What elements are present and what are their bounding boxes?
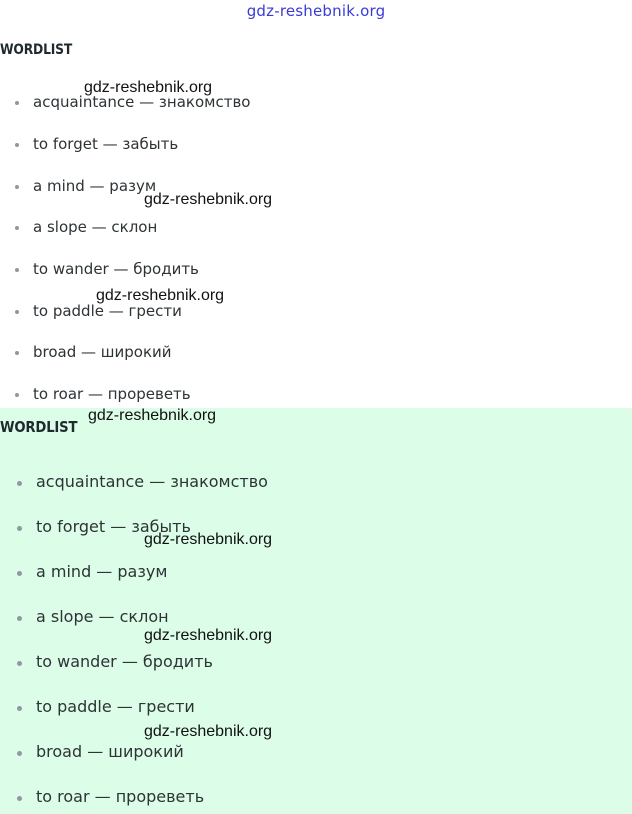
bullet-icon xyxy=(15,393,19,397)
watermark: gdz-reshebnik.org xyxy=(144,723,273,740)
watermark: gdz-reshebnik.org xyxy=(96,287,225,304)
watermark: gdz-reshebnik.org xyxy=(88,407,217,424)
bullet-icon xyxy=(15,185,19,189)
watermark: gdz-reshebnik.org xyxy=(84,79,213,96)
bullet-icon xyxy=(15,268,19,272)
watermark: gdz-reshebnik.org xyxy=(144,531,273,548)
bullet-icon xyxy=(17,481,22,486)
wordlist-section-1: WORDLIST acquaintance — знакомство to forget — забыть a mind — разум a slope — склон to wander — бродить to paddle — грести broad — широкий to roar — прореветь xyxy=(0,42,251,403)
wordlist-heading: WORDLIST xyxy=(0,42,73,58)
bullet-icon xyxy=(17,706,22,711)
bullet-icon xyxy=(15,351,19,355)
bullet-icon xyxy=(15,226,19,230)
bullet-icon xyxy=(17,661,22,666)
top-watermark: gdz-reshebnik.org xyxy=(246,2,386,20)
watermark: gdz-reshebnik.org xyxy=(144,191,273,208)
bullet-icon xyxy=(17,571,22,576)
bullet-icon xyxy=(17,796,22,801)
bullet-icon xyxy=(15,143,19,147)
bullet-icon xyxy=(15,101,19,105)
bullet-icon xyxy=(17,751,22,756)
bullet-icon xyxy=(15,310,19,314)
bullet-icon xyxy=(17,526,22,531)
watermark: gdz-reshebnik.org xyxy=(144,627,273,644)
bullet-icon xyxy=(17,616,22,621)
wordlist-heading: WORDLIST xyxy=(0,418,78,436)
wordlist-section-2: WORDLIST acquaintance — знакомство to forget — забыть a mind — разум a slope — склон to wander — бродить to paddle — грести broad — широкий to roar — прореветь xyxy=(0,408,632,814)
